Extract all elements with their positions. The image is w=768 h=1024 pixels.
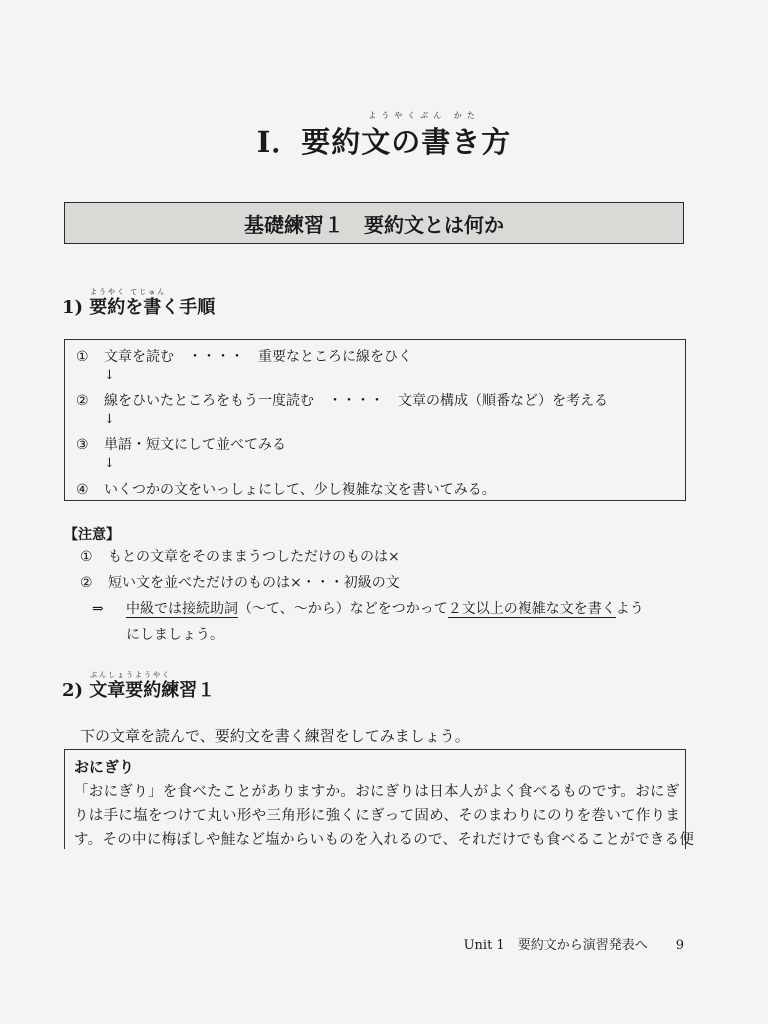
step-number: ② [76,393,89,409]
note-2 [80,572,400,592]
page-title: Ⅰ．要約文の書き方 [256,125,512,159]
conclusion-part3: （～て、～から）などをつかって [238,601,448,617]
step-text: いくつかの文をいっしょにして、少し複雑な文を書いてみる。 [104,482,496,498]
reading-line-1: 「おにぎり」を食べたことがありますか。おにぎりは日本人がよく食べるものです。おにぎ [74,784,680,800]
step-1 [76,346,412,366]
note-conclusion [92,598,644,618]
note-number: ① [80,549,93,565]
conclusion-line2: にしましょう。 [126,627,224,643]
step-text: 文章を読む ・・・・ 重要なところに線をひく [104,349,412,365]
step-text: 線をひいたところをもう一度読む ・・・・ 文章の構成（順番など）を考える [104,393,608,409]
section2-ruby: ぶんしょうようやく [90,671,171,679]
conclusion-part5: よう [615,601,644,617]
note-1 [80,546,400,566]
step-number: ① [76,349,89,365]
section1-ruby: ようやく てじゅん [90,288,167,296]
reading-title: おにぎり [74,758,135,776]
conclusion-part1: 中級では [126,601,182,617]
note-number: ② [80,575,93,591]
section2-heading: 2) 文章要約練習１ [62,680,216,701]
note-text: 短い文を並べただけのものは×・・・初級の文 [108,575,400,591]
right-arrow-icon: ⇒ [92,601,104,617]
page-number: 9 [675,938,684,953]
step-number: ③ [76,437,89,453]
reading-line-2: りは手に塩をつけて丸い形や三角形に強くにぎって固め、そのまわりにのりを巻いて作りま [74,808,681,824]
conclusion-part2: 接続助詞 [182,601,238,617]
step-3 [76,434,286,454]
footer-unit: Unit 1 要約文から演習発表へ [463,938,648,953]
step-text: 単語・短文にして並べてみる [104,437,286,453]
step-2 [76,390,608,410]
banner-text: 基礎練習１ 要約文とは何か [244,212,504,237]
title-ruby: ようやくぶん かた [368,111,480,120]
notes-heading: 【注意】 [64,527,120,543]
reading-line-3: す。その中に梅ぼしや鮭など塩からいものを入れるので、それだけでも食べることができる便 [74,832,695,848]
exercise-intro: 下の文章を読んで、要約文を書く練習をしてみましょう。 [80,727,470,745]
down-arrow-icon: ↓ [104,412,115,427]
section1-heading: 1) 要約を書く手順 [62,297,216,318]
step-number: ④ [76,482,89,498]
page-footer [464,934,684,953]
section-banner [64,202,684,244]
down-arrow-icon: ↓ [104,456,115,471]
step-4 [76,479,496,499]
down-arrow-icon: ↓ [104,368,115,383]
note-text: もとの文章をそのままうつしただけのものは× [108,549,400,565]
conclusion-part4: ２文以上の複雑な文を書く [447,601,616,617]
